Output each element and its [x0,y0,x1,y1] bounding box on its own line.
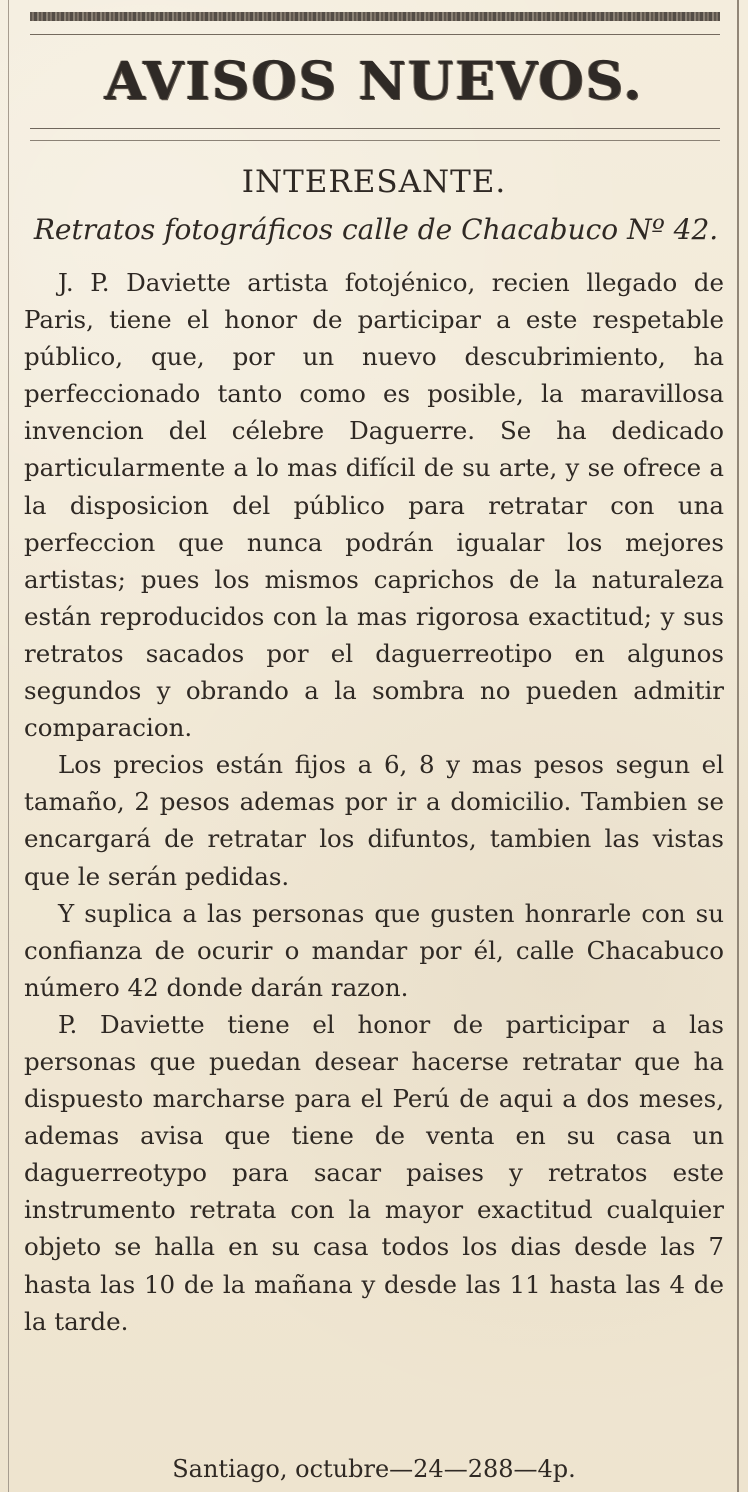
masthead-title: AVISOS NUEVOS. [104,51,644,112]
paragraph-2: Los precios están fijos a 6, 8 y mas pesos segun el tamaño, 2 pesos ademas por ir a domicilio. Tambien se encargará de retratar los difuntos, tambien las vistas que le serán pedidas. [24,750,724,891]
masthead-rule-bottom [30,140,720,141]
left-column-rule [8,0,9,1492]
paragraph-1: J. P. Daviette artista fotojénico, recien llegado de Paris, tiene el honor de participar a este respetable público, que, por un nuevo descubrimiento, ha perfeccionado tanto como es posible, la maravillosa invencion del célebre Daguerre. Se ha dedicado particularmente a lo mas difícil de su arte, y se ofrece a la disposicion del público para retratar con una perfeccion que nunca podrán igualar los mejores artistas; pues los mismos caprichos de la naturaleza están reproducidos con la mas rigorosa exactitud; y sus retratos sacados por el daguerreotipo en algunos segundos y obrando a la sombra no pueden admitir comparacion. [24,268,724,743]
article-body [24,264,724,1340]
paragraph-4: P. Daviette tiene el honor de participar a las personas que puedan desear hacerse retratar que ha dispuesto marcharse para el Perú de aqui a dos meses, ademas avisa que tiene de venta en su casa un daguerreotypo para sacar paises y retratos este instrumento retrata con la mayor exactitud cualquier objeto se halla en su casa todos los dias desde las 7 hasta las 10 de la mañana y desde las 11 hasta las 4 de la tarde. [24,1009,724,1336]
top-decorative-band [30,12,720,21]
masthead-rule-top [30,128,720,129]
right-column-rule [737,0,739,1492]
signoff-line: Santiago, octubre—24—288—4p. [172,1455,576,1483]
top-thin-rule [30,34,720,35]
section-title: INTERESANTE. [241,164,507,200]
paragraph-3: Y suplica a las personas que gusten honrarle con su confianza de ocurir o mandar por él, calle Chacabuco número 42 donde darán razon. [24,898,724,1002]
subheading: Retratos fotográficos calle de Chacabuco Nº 42. [33,213,719,246]
